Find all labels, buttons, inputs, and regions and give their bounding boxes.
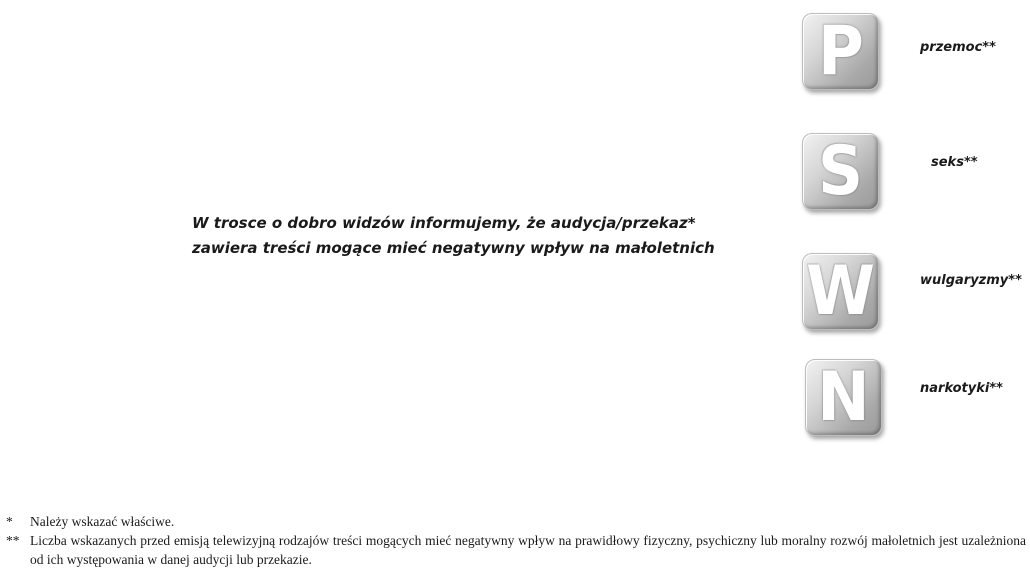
warning-message-line-2: zawiera treści mogące mieć negatywny wpływ na małoletnich bbox=[192, 239, 715, 257]
letter-n-tile-icon bbox=[805, 359, 882, 436]
footnote-1 bbox=[6, 512, 1026, 531]
label-wulgaryzmy: wulgaryzmy** bbox=[920, 273, 1022, 288]
tile-letter-w: W bbox=[806, 251, 876, 331]
label-seks: seks** bbox=[931, 155, 978, 170]
footnote-2-text: Liczba wskazanych przed emisją telewizyjną rodzajów treści mogących mieć negatywny wpływ na prawidłowy fizyczny, psychiczny lub moralny rozwój małoletnich jest uzależniona od ich występowania w danej audycji lub przekazie. bbox=[30, 533, 1026, 567]
tile-letter-s: S bbox=[817, 131, 864, 211]
letter-s-tile-icon bbox=[802, 133, 879, 210]
letter-w-tile-icon bbox=[802, 253, 879, 330]
footnote-1-text: Należy wskazać właściwe. bbox=[30, 514, 175, 529]
footnotes bbox=[6, 512, 1026, 569]
tile-letter-p: P bbox=[817, 11, 864, 91]
warning-message bbox=[192, 211, 732, 261]
label-narkotyki: narkotyki** bbox=[920, 381, 1003, 396]
letter-p-tile-icon bbox=[802, 13, 879, 90]
footnote-2 bbox=[6, 531, 1026, 569]
warning-message-line-1: W trosce o dobro widzów informujemy, że audycja/przekaz* bbox=[192, 214, 696, 232]
label-przemoc: przemoc** bbox=[920, 40, 996, 55]
tile-letter-n: N bbox=[817, 357, 870, 437]
footnote-1-mark: * bbox=[6, 514, 13, 529]
footnote-2-mark: ** bbox=[6, 533, 20, 548]
